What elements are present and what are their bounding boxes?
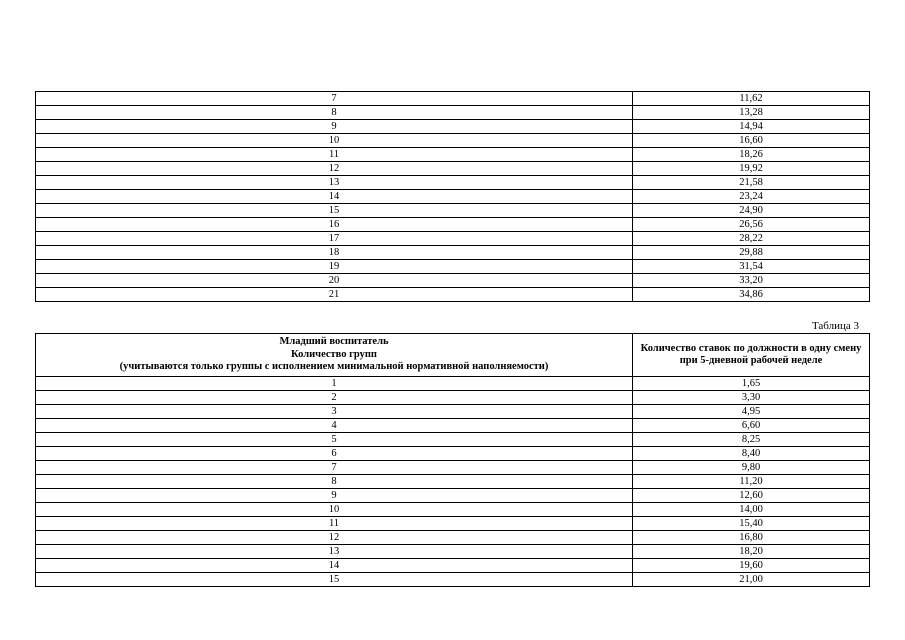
- table-row: [36, 176, 870, 190]
- rates-count-cell: 28,22: [633, 232, 870, 246]
- groups-count-cell: 1: [36, 377, 633, 391]
- rates-count-cell: 31,54: [633, 260, 870, 274]
- groups-count-cell: 9: [36, 120, 633, 134]
- table-row: [36, 461, 870, 475]
- table-caption: Таблица 3: [811, 320, 859, 332]
- groups-count-cell: 15: [36, 204, 633, 218]
- groups-count-cell: 14: [36, 190, 633, 204]
- rates-count-cell: 34,86: [633, 288, 870, 302]
- table-row: [36, 405, 870, 419]
- rates-count-cell: 21,58: [633, 176, 870, 190]
- groups-count-cell: 10: [36, 503, 633, 517]
- table-row: [36, 531, 870, 545]
- rates-count-cell: 4,95: [633, 405, 870, 419]
- table-row: [36, 377, 870, 391]
- groups-count-note: (учитываются только группы с исполнением минимальной нормативной наполняемости): [119, 361, 549, 373]
- rates-count-cell: 19,92: [633, 162, 870, 176]
- groups-count-cell: 11: [36, 517, 633, 531]
- groups-count-cell: 5: [36, 433, 633, 447]
- rates-count-cell: 6,60: [633, 419, 870, 433]
- junior-educator-table: [35, 333, 870, 587]
- groups-count-label: Количество групп: [291, 348, 377, 360]
- rates-count-cell: 16,60: [633, 134, 870, 148]
- rates-count-cell: 29,88: [633, 246, 870, 260]
- groups-count-cell: 13: [36, 176, 633, 190]
- rates-count-cell: 16,80: [633, 531, 870, 545]
- rates-count-cell: 15,40: [633, 517, 870, 531]
- table-row: [36, 92, 870, 106]
- groups-count-cell: 21: [36, 288, 633, 302]
- table-body: [36, 92, 870, 302]
- groups-count-cell: 17: [36, 232, 633, 246]
- table-row: [36, 517, 870, 531]
- groups-count-cell: 19: [36, 260, 633, 274]
- rates-count-cell: 12,60: [633, 489, 870, 503]
- table-row: [36, 447, 870, 461]
- rates-count-cell: 26,56: [633, 218, 870, 232]
- groups-count-cell: 3: [36, 405, 633, 419]
- table-row: [36, 134, 870, 148]
- groups-count-cell: 9: [36, 489, 633, 503]
- rates-count-cell: 8,25: [633, 433, 870, 447]
- table-row: [36, 148, 870, 162]
- groups-count-cell: 12: [36, 531, 633, 545]
- header-row: [36, 334, 870, 377]
- groups-count-cell: 10: [36, 134, 633, 148]
- rates-count-cell: 33,20: [633, 274, 870, 288]
- table-row: [36, 503, 870, 517]
- rates-count-cell: 9,80: [633, 461, 870, 475]
- rates-count-cell: 21,00: [633, 573, 870, 587]
- rates-count-cell: 19,60: [633, 559, 870, 573]
- groups-count-cell: 8: [36, 475, 633, 489]
- rates-count-cell: 3,30: [633, 391, 870, 405]
- table-row: [36, 232, 870, 246]
- groups-count-cell: 20: [36, 274, 633, 288]
- table-row: [36, 545, 870, 559]
- table-row: [36, 120, 870, 134]
- groups-count-cell: 8: [36, 106, 633, 120]
- table-row: [36, 573, 870, 587]
- rates-count-cell: 24,90: [633, 204, 870, 218]
- table-row: [36, 246, 870, 260]
- groups-count-cell: 2: [36, 391, 633, 405]
- groups-count-cell: 4: [36, 419, 633, 433]
- table-row: [36, 391, 870, 405]
- table-row: [36, 106, 870, 120]
- table-row: [36, 559, 870, 573]
- rates-count-cell: 11,20: [633, 475, 870, 489]
- groups-count-cell: 14: [36, 559, 633, 573]
- groups-count-cell: 15: [36, 573, 633, 587]
- table-row: [36, 204, 870, 218]
- rates-count-cell: 13,28: [633, 106, 870, 120]
- table-row: [36, 475, 870, 489]
- rates-count-cell: 1,65: [633, 377, 870, 391]
- groups-count-cell: 13: [36, 545, 633, 559]
- table-row: [36, 162, 870, 176]
- rates-count-cell: 8,40: [633, 447, 870, 461]
- rates-count-header: Количество ставок по должности в одну смену при 5-дневной рабочей неделе: [633, 334, 870, 377]
- table-row: [36, 419, 870, 433]
- table-row: [36, 433, 870, 447]
- groups-count-cell: 6: [36, 447, 633, 461]
- rates-count-cell: 23,24: [633, 190, 870, 204]
- groups-count-cell: 12: [36, 162, 633, 176]
- rates-count-cell: 11,62: [633, 92, 870, 106]
- groups-count-cell: 11: [36, 148, 633, 162]
- groups-rates-table-continued: [35, 91, 870, 302]
- groups-count-cell: 18: [36, 246, 633, 260]
- groups-count-header: [36, 334, 633, 377]
- table-row: [36, 489, 870, 503]
- table-row: [36, 218, 870, 232]
- rates-count-cell: 14,94: [633, 120, 870, 134]
- table-row: [36, 274, 870, 288]
- rates-count-cell: 18,20: [633, 545, 870, 559]
- table-body: [36, 377, 870, 587]
- position-title: Младший воспитатель: [279, 336, 389, 348]
- rates-count-cell: 14,00: [633, 503, 870, 517]
- table-row: [36, 288, 870, 302]
- rates-count-cell: 18,26: [633, 148, 870, 162]
- table-row: [36, 190, 870, 204]
- table-row: [36, 260, 870, 274]
- groups-count-cell: 16: [36, 218, 633, 232]
- groups-count-cell: 7: [36, 461, 633, 475]
- groups-count-cell: 7: [36, 92, 633, 106]
